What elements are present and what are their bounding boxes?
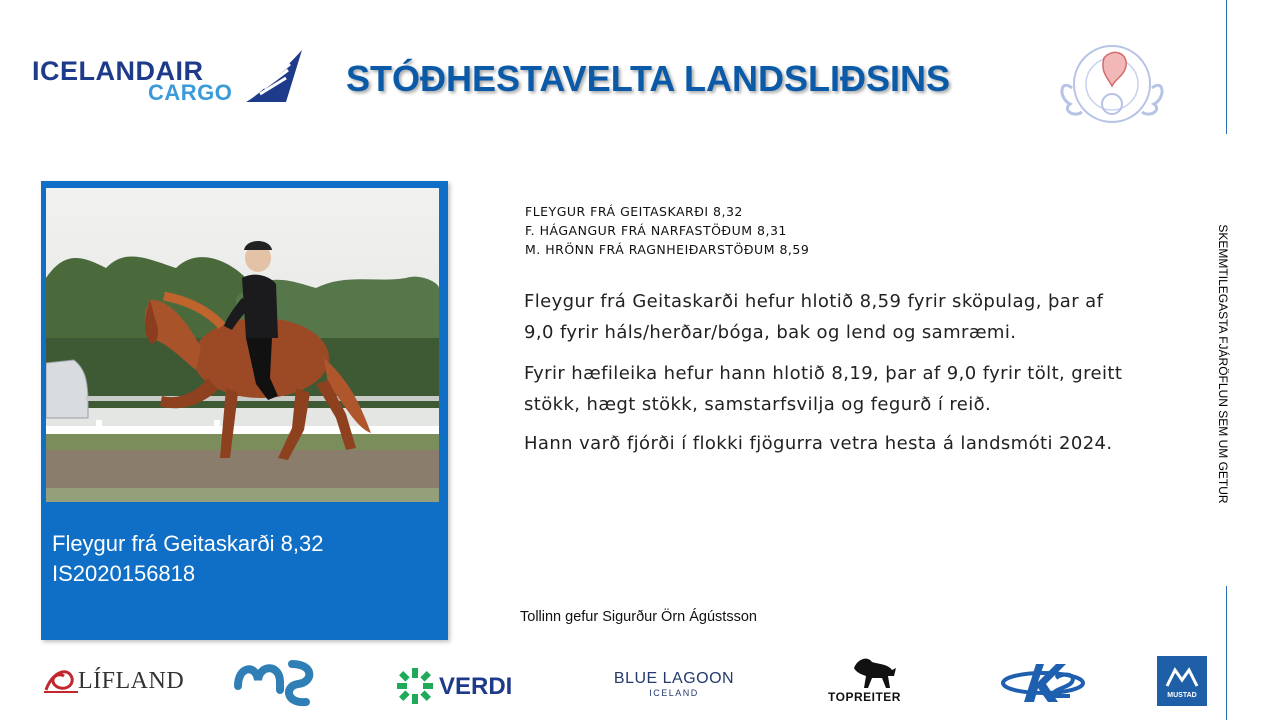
- landssamband-hestamannafelaga-seal: [1052, 38, 1172, 128]
- pedigree-horse: FLEYGUR FRÁ GEITASKARÐI 8,32: [525, 204, 743, 219]
- icelandair-cargo-logo: [32, 46, 307, 106]
- topreiter-horse-icon: [848, 654, 898, 690]
- donor-text: Tollinn gefur Sigurður Örn Ágústsson: [520, 609, 757, 625]
- ks-logo: [1000, 658, 1086, 708]
- page-title: STÓÐHESTAVELTA LANDSLIÐSINS: [346, 58, 951, 99]
- mustad-mountain-icon: [1165, 662, 1199, 688]
- photo-caption-name: Fleygur frá Geitaskarði 8,32: [52, 531, 324, 556]
- horse-photo: [46, 188, 439, 502]
- verdi-logo: [395, 650, 520, 712]
- verdi-star-icon: [395, 666, 435, 706]
- side-slogan: SKEMMTILEGASTA FJÁRÖFLUN SEM UM GETUR: [1216, 224, 1230, 504]
- icelandair-wing-icon: [242, 48, 306, 104]
- cargo-wordmark: CARGO: [148, 80, 233, 105]
- topreiter-logo: [826, 650, 918, 712]
- verdi-wordmark: VERDI: [439, 673, 513, 700]
- blue-lagoon-wordmark: BLUE LAGOON: [613, 670, 735, 687]
- pedigree-sire: F. HÁGANGUR FRÁ NARFASTÖÐUM 8,31: [525, 223, 787, 238]
- blue-lagoon-subtitle: ICELAND: [649, 688, 699, 698]
- description-conformation: Fleygur frá Geitaskarði hefur hlotið 8,59 fyrir sköpulag, þar af 9,0 fyrir háls/herðar/bóga, bak og lend og samræmi.: [524, 291, 1104, 343]
- lifland-wordmark: LÍFLAND: [78, 668, 185, 694]
- lifland-logo: [42, 650, 185, 712]
- horse-photo-panel: [41, 181, 448, 640]
- sponsor-ms-logo: [234, 656, 316, 708]
- mustad-logo: [1157, 656, 1207, 706]
- lifland-swirl-icon: [42, 662, 82, 698]
- description-landsmot: Hann varð fjórði í flokki fjögurra vetra hesta á landsmóti 2024.: [524, 433, 1113, 454]
- blue-lagoon-logo: [612, 650, 736, 712]
- icelandair-wordmark: ICELANDAIR: [32, 56, 204, 86]
- description-ridden-abilities: Fyrir hæfileika hefur hann hlotið 8,19, þar af 9,0 fyrir tölt, greitt stökk, hægt stökk, samstarfsvilja og fegurð í reið.: [524, 363, 1123, 415]
- photo-caption-id: IS2020156818: [52, 561, 196, 586]
- topreiter-wordmark: TOPREITER: [828, 690, 901, 704]
- mustad-wordmark: MUSTAD: [1167, 692, 1197, 699]
- pedigree-dam: M. HRÖNN FRÁ RAGNHEIÐARSTÖÐUM 8,59: [525, 242, 810, 257]
